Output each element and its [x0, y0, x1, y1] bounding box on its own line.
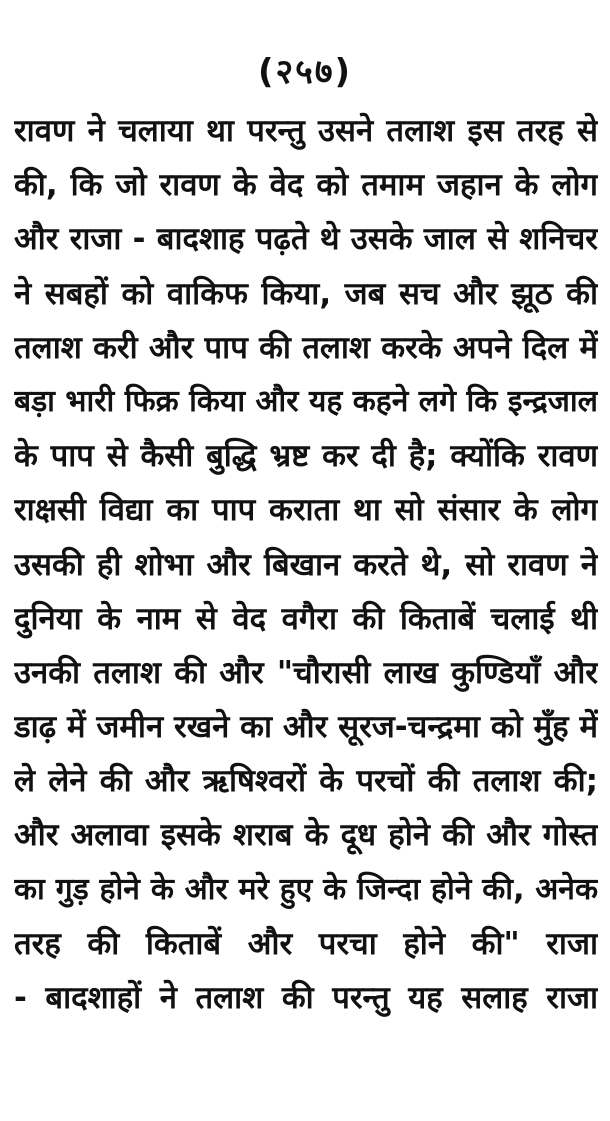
text-line: डाढ़ में जमीन रखने का और सूरज-चन्द्रमा को मुँह में — [14, 709, 598, 746]
text-line: ले लेने की और ऋषिश्वरों के परचों की तलाश की; — [14, 763, 598, 800]
text-line: और अलावा इसके शराब के दूध होने की और गोस्त — [14, 817, 598, 854]
text-line: के पाप से कैसी बुद्धि भ्रष्ट कर दी है; क्योंकि रावण — [14, 438, 598, 475]
text-line: ने सबहों को वाकिफ किया, जब सच और झूठ की — [14, 275, 598, 312]
text-line: की, कि जो रावण के वेद को तमाम जहान के लोग — [14, 167, 598, 204]
text-line: उनकी तलाश की और "चौरासी लाख कुण्डियाँ और — [14, 654, 598, 691]
text-line: बड़ा भारी फिक्र किया और यह कहने लगे कि इन्द्रजाल — [14, 383, 598, 419]
text-line: दुनिया के नाम से वेद वगैरा की किताबें चलाई थी — [14, 600, 598, 637]
text-line: रावण ने चलाया था परन्तु उसने तलाश इस तरह से — [14, 113, 598, 149]
text-line: राक्षसी विद्या का पाप कराता था सो संसार के लोग — [14, 492, 598, 529]
text-line: तलाश करी और पाप की तलाश करके अपने दिल में — [14, 329, 598, 366]
text-line: का गुड़ होने के और मरे हुए के जिन्दा होने की, अनेक — [14, 871, 598, 907]
text-line: तरह की किताबें और परचा होने की" राजा — [14, 925, 598, 962]
text-line: और राजा - बादशाह पढ़ते थे उसके जाल से शनिचर — [14, 221, 598, 258]
text-line: - बादशाहों ने तलाश की परन्तु यह सलाह राजा — [14, 980, 598, 1016]
page-number: (२५७) — [257, 52, 353, 92]
body-text — [14, 104, 598, 1025]
text-line: उसकी ही शोभा और बिखान करते थे, सो रावण ने — [14, 546, 598, 583]
